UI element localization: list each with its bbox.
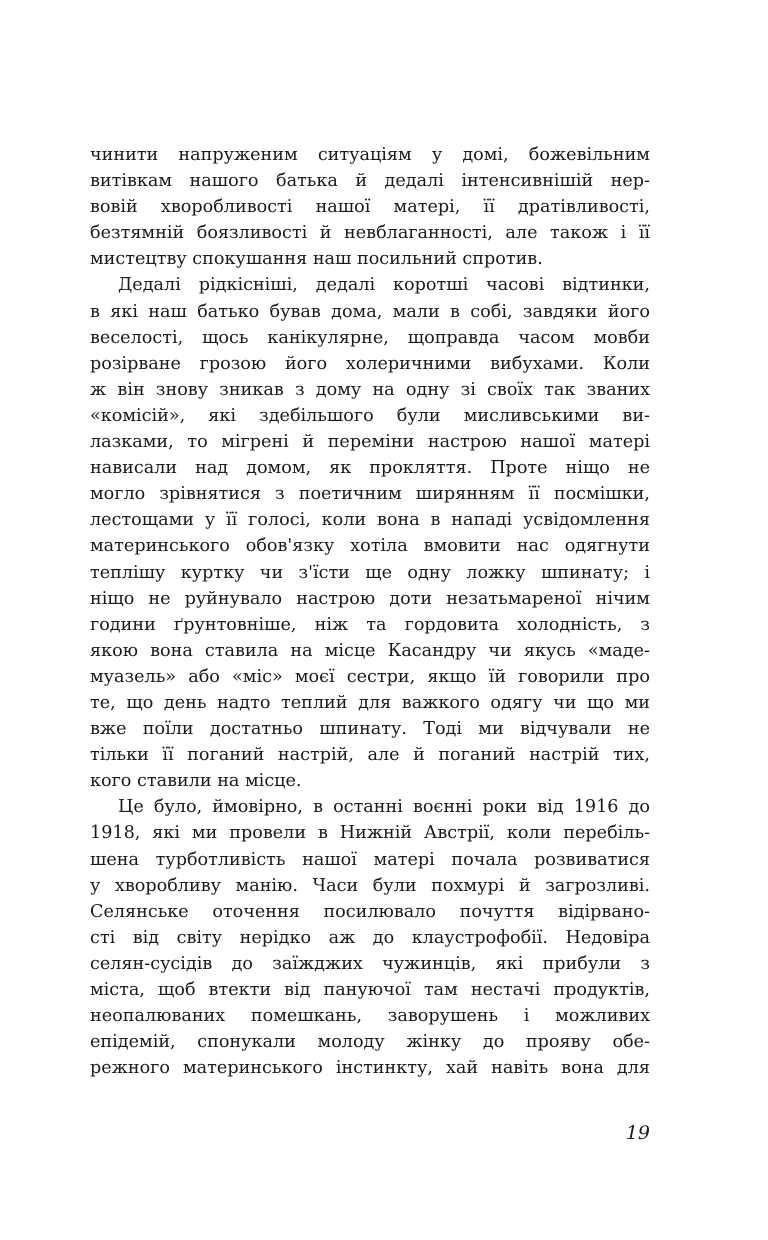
text-line: у хворобливу манію. Часи були похмурі й загрозливі. (90, 875, 650, 896)
text-line: режного материнського інстинкту, хай навіть вона для (90, 1058, 650, 1079)
text-line: чинити напруженим ситуаціям у домі, божевільним (90, 145, 650, 165)
text-line: теплішу куртку чи з'їсти ще одну ложку шпинату; і (90, 562, 650, 583)
text-line: веселості, щось канікулярне, щоправда часом мовби (90, 327, 650, 348)
text-line: епідемій, спонукали молоду жінку до прояву обе- (90, 1032, 650, 1053)
text-line: розірване грозою його холеричними вибухами. Коли (90, 353, 650, 374)
page-number: 19 (625, 1122, 650, 1144)
text-line: шена турботливість нашої матері почала розвиватися (90, 849, 650, 870)
text-line: в які наш батько бував дома, мали в собі, завдяки його (90, 301, 650, 322)
text-line: лестощами у її голосі, коли вона в нападі усвідомлення (90, 510, 650, 531)
paragraph (90, 272, 650, 794)
text-line: материнського обов'язку хотіла вмовити нас одягнути (90, 536, 650, 557)
text-line: ж він знову зникав з дому на одну зі своїх так званих (90, 379, 650, 400)
text-line: неопалюваних помешкань, заворушень і можливих (90, 1006, 650, 1027)
text-line: тільки її поганий настрій, але й поганий настрій тих, (90, 745, 650, 766)
text-line: вовій хворобливості нашої матері, її дратівливості, (90, 197, 650, 218)
text-line: витівкам нашого батька й дедалі інтенсивнішій нер- (90, 171, 650, 192)
text-line: Селянське оточення посилювало почуття відірвано- (90, 901, 650, 922)
text-line: те, що день надто теплий для важкого одягу чи що ми (90, 692, 650, 713)
text-line: Дедалі рідкісніші, дедалі коротші часові відтинки, (118, 275, 650, 296)
paragraph (90, 142, 650, 272)
text-line: ніщо не руйнувало настрою доти незатьмареної нічим (90, 588, 650, 609)
text-line: селян-сусідів до заїжджих чужинців, які прибули з (90, 953, 650, 974)
text-line: лазками, то мігрені й переміни настрою нашої матері (90, 432, 650, 453)
text-line: години ґрунтовніше, ніж та гордовита холодність, з (90, 614, 650, 635)
text-line: «комісій», які здебільшого були мисливськими ви- (90, 405, 650, 426)
text-line: якою вона ставила на місце Касандру чи якусь «маде- (90, 640, 650, 661)
text-line: безтямній боязливості й невблаганності, але також і її (90, 223, 650, 244)
text-line: могло зрівнятися з поетичним ширянням її посмішки, (90, 484, 650, 505)
text-line: нависали над домом, як прокляття. Проте ніщо не (90, 458, 650, 479)
paragraph (90, 794, 650, 1081)
text-line: муазель» або «міс» моєї сестри, якщо їй говорили про (90, 666, 650, 687)
text-line: мистецтву спокушання наш посильний спротив. (90, 249, 543, 270)
text-line: 1918, які ми провели в Нижній Австрії, коли перебіль- (90, 823, 650, 844)
text-line: сті від світу нерідко аж до клаустрофобії. Недовіра (90, 927, 650, 948)
text-line: кого ставили на місце. (90, 771, 302, 792)
text-line: вже поїли достатньо шпинату. Тоді ми відчували не (90, 719, 650, 740)
body-text (90, 142, 650, 1081)
text-line: Це було, ймовірно, в останні воєнні роки від 1916 до (118, 797, 650, 818)
text-line: міста, щоб втекти від пануючої там нестачі продуктів, (90, 980, 650, 1000)
